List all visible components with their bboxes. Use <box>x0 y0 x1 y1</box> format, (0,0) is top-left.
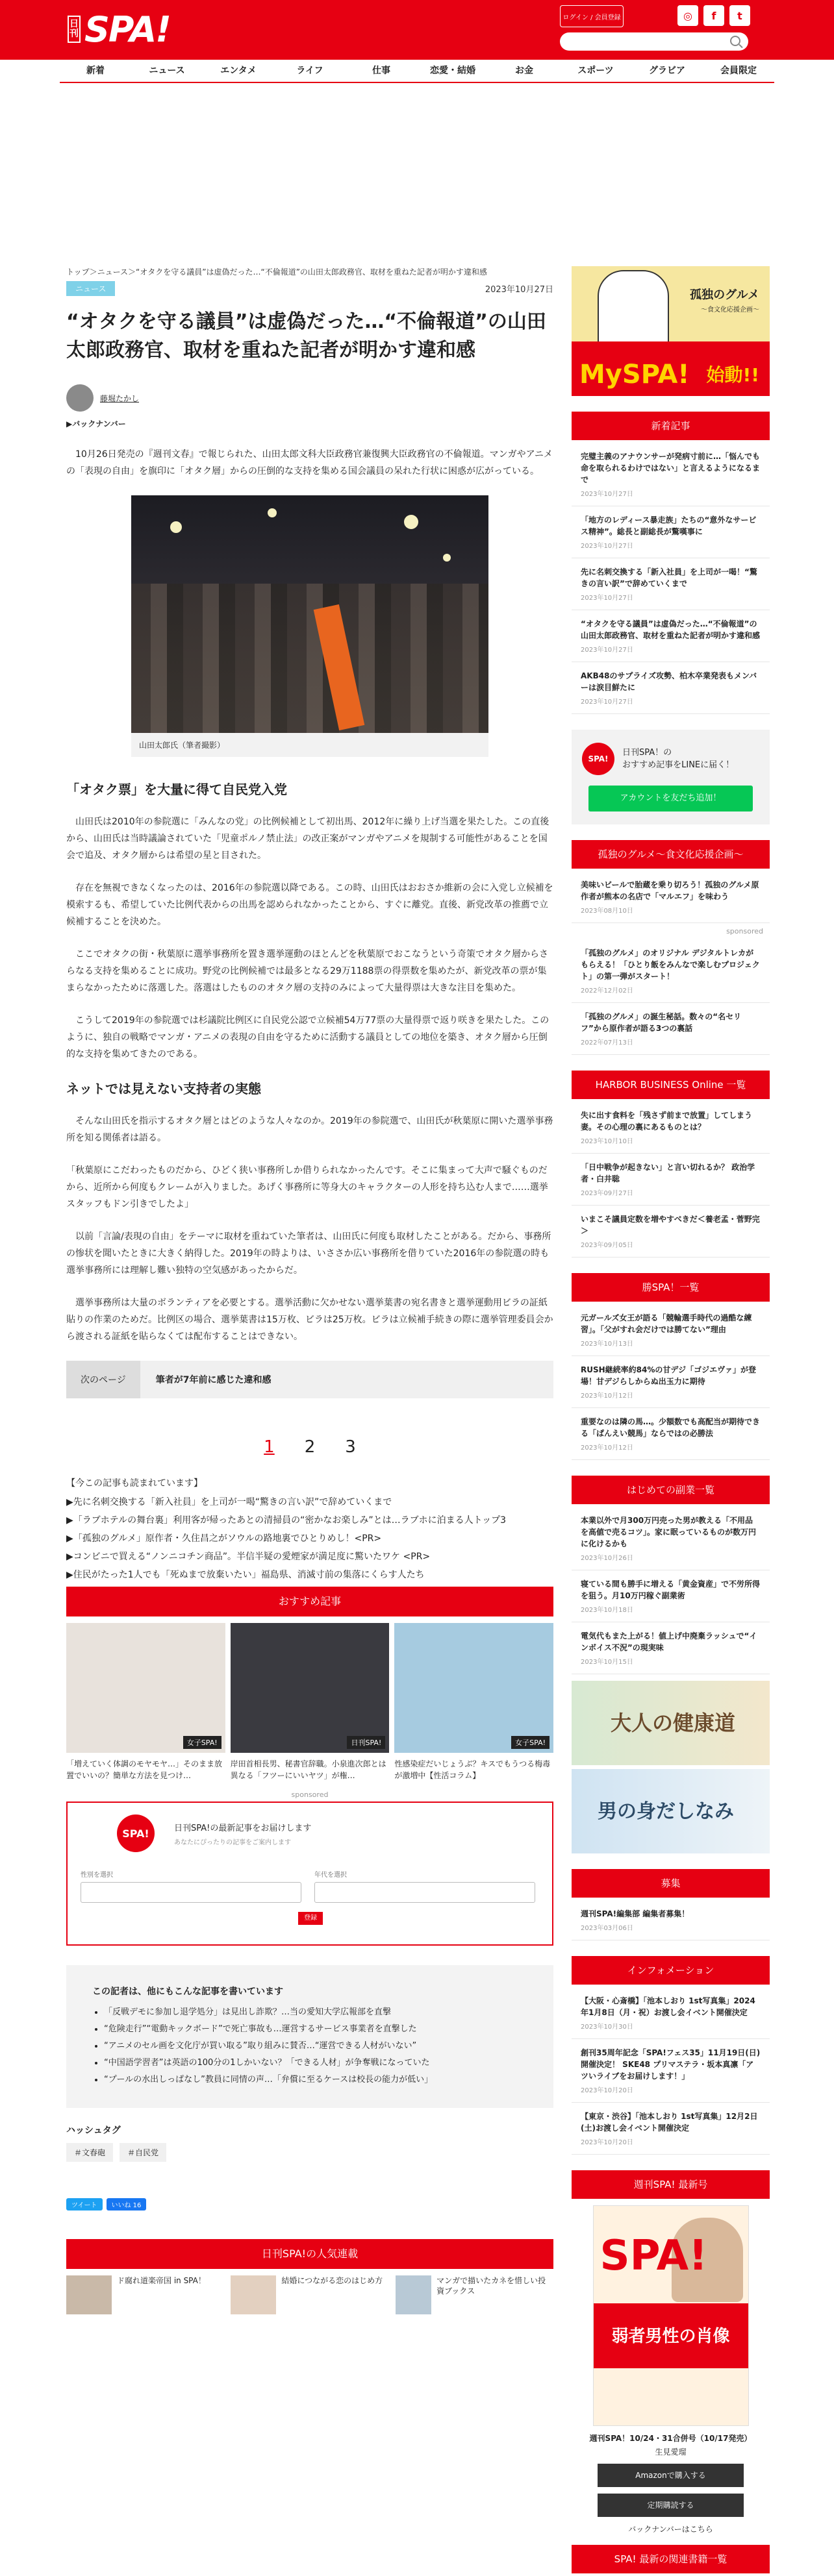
new-article-item[interactable]: 先に名刺交換する「新入社員」を上司が一喝！“驚きの言い訳”で辞めていくまで 2023年10月27日 <box>572 558 770 610</box>
amazon-buy-button[interactable]: Amazonで購入する <box>598 2464 744 2487</box>
author-avatar[interactable] <box>66 384 94 412</box>
nav-item-money[interactable]: お金 <box>515 66 533 76</box>
article-column <box>66 266 553 2314</box>
info-heading: インフォメーション <box>572 1956 770 1985</box>
page-2[interactable]: 2 <box>304 1437 316 1457</box>
nav-item-work[interactable]: 仕事 <box>372 66 390 76</box>
paragraph: 選挙事務所は大量のボランティアを必要とする。選挙活動に欠かせない選挙葉書の宛名書きと選挙運動用ビラの証紙貼りの作業のためだ。比例区の場合、選挙葉書は15万枚、ビラは25万枚。ビラは立候補手続きの際に選挙管理委員会から渡される証紙を貼らなくては配布することはできない。 <box>66 1298 553 1342</box>
new-article-item[interactable]: “オタクを守る議員”は虚偽だった…“不倫報道”の山田太郎政務官、取材を重ねた記者が明かす違和感 2023年10月27日 <box>572 610 770 662</box>
nav-item-love[interactable]: 恋愛・結婚 <box>430 66 475 76</box>
banner-title: 孤独のグルメ <box>690 288 759 302</box>
hashtag-heading: ハッシュタグ <box>66 2125 121 2136</box>
new-article-item[interactable]: AKB48のサプライズ攻勢、柏木卒業発表もメンバーは涙目鮮たに 2023年10月27日 <box>572 662 770 714</box>
gourmet-heading: 孤独のグルメ〜食文化応援企画〜 <box>572 840 770 869</box>
card-text: 性感染症だいじょうぶ？キスでもうつる梅毒が激増中【性活コラム】 <box>394 1759 551 1780</box>
recommend-heading: おすすめ記事 <box>66 1587 553 1616</box>
subscribe-button[interactable]: 定期購読する <box>598 2494 744 2517</box>
search-input[interactable] <box>560 32 748 51</box>
info-item[interactable]: 創刊35周年記念「SPA!フェス35」11月19日(日)開催決定！ SKE48 プリマステラ・坂本真凛「アツいライブをお届けします！」 2023年10月20日 <box>572 2039 770 2103</box>
harbor-item[interactable]: いまこそ議員定数を増やすべきだ＜養老孟・菅野完＞ 2023年09月05日 <box>572 1206 770 1257</box>
shohai-heading: 勝SPA！一覧 <box>572 1273 770 1302</box>
side-job-item[interactable]: 電気代もまた上がる！値上げ中廃棄ラッシュで“インボイス不況”の現実味 2023年10月15日 <box>572 1622 770 1674</box>
submit-button[interactable]: 登録 <box>298 1912 323 1925</box>
related-item[interactable]: ▶「孤独のグルメ」原作者・久住昌之がソウルの路地裏でひとりめし！<PR> <box>66 1533 382 1544</box>
line-add-friend-button[interactable]: アカウントを友だち追加！ <box>588 786 753 811</box>
next-page-link[interactable] <box>66 1361 553 1398</box>
sponsored-label: sponsored <box>291 1790 329 1799</box>
twitter-icon[interactable]: t <box>729 5 750 26</box>
article-date: 2023年10月27日 <box>485 285 553 295</box>
gourmet-item[interactable]: 美味いビールで胎蔵を乗り切ろう！孤独のグルメ原作者が熊本の名店で「マルエフ」を味わう 2023年08月10日 <box>572 871 770 923</box>
logo-small: 日刊 <box>68 16 81 43</box>
category-badge[interactable]: ニュース <box>66 281 115 296</box>
more-title: この記者は、他にもこんな記事を書いています <box>92 1987 283 1997</box>
shohai-item[interactable]: RUSH継続率約84%の甘デジ「ゴジエヴァ」が登場！甘デジらしからぬ出玉力に期待 2023年10月12日 <box>572 1356 770 1408</box>
paragraph: 山田氏は2010年の参院選に「みんなの党」の比例候補として初出馬、2012年に繰り上げ当選を果たした。この直後から、山田氏は当時議論されていた「児童ポルノ禁止法」の改正案がマンガやアニメを規制する可能性があることを国会で追及、オタク層からは希望の星と目された。 <box>66 817 550 861</box>
line-logo: SPA! <box>582 743 614 775</box>
card-text: 岸田首相長男、秘書官辞職。小泉進次郎とは異なる「フツーにいいヤツ」が権… <box>230 1759 386 1780</box>
shohai-item[interactable]: 重要なのは隣の馬…。少額数でも高配当が期待できる「ぱんえい競馬」ならではの必勝法 2023年10月12日 <box>572 1408 770 1460</box>
gourmet-item[interactable]: 「孤独のグルメ」のオリジナル デジタルトレカがもらえる！「ひとり飯をみんなで楽しむプロジェクト」の第一弾がスタート！ 2022年12月02日 <box>572 939 770 1003</box>
article-title: “オタクを守る議員”は虚偽だった…“不倫報道”の山田太郎政務官、取材を重ねた記者が明かす違和感 <box>66 310 546 362</box>
magazine-caption: 週刊SPA！10/24・31合併号（10/17発売） <box>589 2434 752 2443</box>
main-nav <box>0 60 834 83</box>
pagination <box>66 1437 553 1457</box>
nav-item-entame[interactable]: エンタメ <box>220 66 257 76</box>
magazine-cover-model: 生見愛瑠 <box>655 2447 687 2457</box>
recommend-card[interactable] <box>394 1623 553 1781</box>
nav-item-life[interactable]: ライフ <box>296 66 323 76</box>
search-icon[interactable] <box>730 36 740 46</box>
magazine-cover[interactable] <box>593 2205 749 2426</box>
gender-label: 性別を選択 <box>81 1872 113 1879</box>
paragraph: 存在を無視できなくなったのは、2016年の参院選以降である。この時、山田氏はおおさか維新の会に入党し立候補を模索するも、希望していた比例代表からの出馬を認められなかったことから、すぐに離党。直後、新党改革の推薦で立候補することを決めた。 <box>66 883 553 927</box>
cover-logo: SPA! <box>600 2232 708 2280</box>
card-tag: 女子SPA! <box>183 1736 221 1749</box>
section-heading: 「オタク票」を大量に得て自民党入党 <box>66 782 287 797</box>
instagram-icon[interactable]: ◎ <box>677 5 698 26</box>
newsletter-form <box>66 1802 553 1946</box>
photo-caption: 山田太郎氏（筆者撮影） <box>131 733 488 757</box>
next-page-label: 次のページ <box>66 1361 140 1398</box>
nav-item-sports[interactable]: スポーツ <box>577 66 614 76</box>
more-article-item[interactable]: • “中国語学習者”は英語の100分の1しかいない？「できる人材」が争奪戦になっていた <box>104 2055 527 2072</box>
article-photo <box>131 495 488 757</box>
cover-headline: 弱者男性の肖像 <box>594 2303 748 2368</box>
magazine-heading: 週刊SPA! 最新号 <box>572 2170 770 2199</box>
more-article-item[interactable]: • 「反戦デモに参加し退学処分」は見出し詐欺？…当の愛知大学広報部を直撃 <box>104 2004 527 2021</box>
harbor-heading: HARBOR BUSINESS Online 一覧 <box>572 1071 770 1099</box>
banner-start: 始動!! <box>706 364 759 386</box>
nav-item-news[interactable]: ニュース <box>149 66 185 76</box>
popular-item-title: 結婚につながる恋のはじめ方 <box>281 2276 383 2285</box>
header <box>0 0 834 60</box>
popular-item[interactable] <box>66 2275 224 2314</box>
paragraph: ここでオタクの街・秋葉原に選挙事務所を置き選挙運動のほとんどを秋葉原でおこなうという奇策でオタク層からさらなる支持を集めることに成功。野党の比例候補では最多となる29万1188票の得票数を集めたが、新党改革の票が集まらなかったために落選した。落選はしたもののオタク層の支持のみによって大量得票は大きな注目を集めた。 <box>66 949 548 993</box>
paragraph: こうして2019年の参院選では杉議院比例区に自民党公認で立候補54万77票の大量得票で返り咲きを果たした。このように、独自の戦略でマンガ・アニメの表現の自由を守るために活動する議員としての地位を築き、オタク層から圧倒的な支持を集めてきたのである。 <box>66 1015 550 1059</box>
gourmet-banner[interactable] <box>572 266 770 396</box>
shohai-item[interactable]: 元ガールズ女王が語る「競輪選手時代の過酷な練習」。「父がすれ会だけでは勝てない”理由 2023年10月13日 <box>572 1304 770 1356</box>
popular-item[interactable] <box>231 2275 388 2314</box>
logo-big: SPA! <box>84 8 170 50</box>
related-item[interactable]: ▶住民がたった1人でも「死ぬまで放棄いたい」福島県、消滅寸前の集落にくらす人たち <box>66 1570 425 1580</box>
hashtag-chip[interactable]: ＃文春砲 <box>66 2143 113 2162</box>
popular-item[interactable] <box>396 2275 553 2314</box>
side-job-heading: はじめての副業一覧 <box>572 1476 770 1504</box>
paragraph: 10月26日発売の『週刊文春』で報じられた、山田太郎文科大臣政務官兼復興大臣政務官の不倫報道。マンガやアニメの「表現の自由」を旗印に「オタク層」からの圧倒的な支持を集める国会議員の呆れた行状に困惑が広がっている。 <box>66 449 553 477</box>
recruit-item[interactable]: 週刊SPA!編集部 編集者募集！ 2023年03月06日 <box>572 1900 770 1940</box>
form-subtitle: あなたにぴったりの記事をご案内します <box>174 1839 291 1846</box>
facebook-icon[interactable]: f <box>703 5 724 26</box>
banner-myspa: MySPA! <box>579 360 690 390</box>
new-article-item[interactable]: 「地方のレディース暴走族」たちの“意外なサービス精神”。総長と副総長が驚嘆事に 2023年10月27日 <box>572 506 770 558</box>
related-item[interactable]: ▶コンビニで買える“ノンニコチン商品”。半信半疑の愛煙家が満足度に驚いたワケ <PR> <box>66 1552 431 1562</box>
popular-item-title: マンガで描いたカネを惜しい投資ブックス <box>436 2276 546 2296</box>
more-article-item[interactable]: • “危険走行”“電動キックボード”で死亡事故も…運営するサービス事業者を直撃した <box>104 2021 527 2038</box>
new-article-item[interactable]: 完璧主義のアナウンサーが発病寸前に…「悩んでも命を取られるわけではない」と言えるようになるまで 2023年10月27日 <box>572 443 770 506</box>
hashtag-chip[interactable]: ＃自民党 <box>120 2143 166 2162</box>
age-label: 年代を選択 <box>314 1872 347 1879</box>
quote: 「秋葉原にこだわったものだから、ひどく狭い事務所しか借りられなかったんです。そこに集まって大声で騒ぐものだから、近所から何度もクレームが入りました。あげく事務所に等身大のキャラクターの人形を持ち込む人まで……選挙スタッフもドン引きでしたよ」 <box>66 1165 548 1209</box>
card-text: 「増えていく体調のモヤモヤ…」そのまま放置でいいの？簡単な方法を見つけ… <box>66 1759 223 1780</box>
recommend-card[interactable] <box>66 1623 225 1781</box>
age-select[interactable] <box>314 1882 535 1903</box>
popular-heading: 日刊SPA!の人気連載 <box>66 2239 553 2269</box>
health-banner[interactable] <box>572 1681 770 1765</box>
breadcrumb[interactable]: トップ＞ニュース＞“オタクを守る議員”は虚偽だった…“不倫報道”の山田太郎政務官、取材を重ねた記者が明かす違和感 <box>66 267 487 277</box>
recommend-card[interactable] <box>231 1623 390 1781</box>
harbor-item[interactable]: 失に出す食料を「残さず前まで放置」してしまう妻。その心理の裏にあるものとは？ 2023年10月10日 <box>572 1102 770 1154</box>
popular-item-title: ド腐れ道楽帝国 in SPA！ <box>117 2276 206 2285</box>
page-1[interactable]: 1 <box>264 1437 275 1457</box>
info-item[interactable]: 【東京・渋谷】「池本しおり 1st写真集」12月2日(土)お渡し会イベント開催決定 2023年10月20日 <box>572 2103 770 2155</box>
tweet-button[interactable]: ツイート <box>66 2198 103 2211</box>
login-button[interactable]: ログイン / 会員登録 <box>560 5 624 27</box>
info-item[interactable]: 【大阪・心斎橋】「池本しおり 1st写真集」2024年1月8日（月・祝）お渡し会イベント開催決定 2023年10月30日 <box>572 1987 770 2039</box>
grooming-banner[interactable] <box>572 1769 770 1853</box>
nav-item-members[interactable]: 会員限定 <box>720 66 757 76</box>
section-heading: ネットでは見えない支持者の実態 <box>66 1081 261 1096</box>
share-buttons <box>66 2198 553 2211</box>
harbor-item[interactable]: 「日中戦争が起きない」と言い切れるか？ 政治学者・白井聡 2023年09月27日 <box>572 1154 770 1206</box>
form-logo: SPA! <box>117 1814 155 1852</box>
new-articles-heading: 新着記事 <box>572 412 770 440</box>
backnumber-link[interactable]: ▶バックナンバー <box>66 419 126 428</box>
related-item[interactable]: ▶「ラブホテルの舞台裏」利用客が帰ったあとの清掃員の“密かなお楽しみ”とは…ラブホに泊まる人トップ3 <box>66 1515 507 1526</box>
paragraph: そんな山田氏を指示するオタク層とはどのような人々なのか。2019年の参院選で、山田氏が秋葉原に開いた選挙事務所を知る関係者は語る。 <box>66 1116 553 1143</box>
related-item[interactable]: ▶先に名刺交換する「新入社員」を上司が一喝“驚きの言い訳”で辞めていくまで <box>66 1497 392 1507</box>
more-article-item[interactable]: • “プールの水出しっぱなし”教員に同情の声…「弁償に至るケースは校長の能力が低い」 <box>104 2072 527 2088</box>
related-title: 【今この記事も読まれています】 <box>66 1478 203 1489</box>
gourmet-item[interactable]: 「孤独のグルメ」の誕生秘話。数々の“名セリフ”から原作者が語る3つの裏話 2022年07月13日 <box>572 1003 770 1055</box>
line-promo <box>572 730 770 824</box>
sponsored-label: sponsored <box>726 927 763 935</box>
nav-item-new[interactable]: 新着 <box>86 66 105 76</box>
author-name[interactable]: 藤堀たかし <box>100 393 140 403</box>
backnumber-list-link[interactable]: バックナンバーはこちら <box>628 2525 713 2534</box>
sidebar <box>572 266 770 2576</box>
site-logo[interactable] <box>68 6 170 52</box>
next-page-text: 筆者が7年前に感じた違和感 <box>155 1375 272 1385</box>
card-tag: 日刊SPA! <box>347 1736 385 1749</box>
author-more-articles <box>66 1965 553 2108</box>
side-job-item[interactable]: 本業以外で月300万円売った男が教える「不用品を高値で売るコツ」。家に眠っているものが数万円に化けるかも 2023年10月26日 <box>572 1507 770 1570</box>
related-list <box>66 1493 553 1584</box>
like-button[interactable]: いいね 16 <box>107 2198 147 2211</box>
form-title: 日刊SPA!の最新記事をお届けします <box>174 1824 312 1833</box>
banner-subtitle: 〜食文化応援企画〜 <box>701 306 759 314</box>
paragraph: 以前「言論/表現の自由」をテーマに取材を重ねていた筆者は、山田氏に何度も取材したことがある。だから、事務所の惨状を聞いたときに大きく納得した。2019年の時よりは、いささか広い事務所を借りていた2016年の参院選の時も選挙事務所には理解し難い独特の空気感があったからだ。 <box>66 1232 551 1276</box>
grooming-banner-title: 男の身だしなみ <box>598 1800 734 1823</box>
side-job-item[interactable]: 寝ている間も勝手に増える「黄金資産」で不労所得を狙う。月10万円稼ぐ副業術 2023年10月18日 <box>572 1570 770 1622</box>
card-tag: 女子SPA! <box>511 1736 550 1749</box>
recruit-heading: 募集 <box>572 1869 770 1898</box>
health-banner-title: 大人の健康道 <box>611 1711 736 1735</box>
latest-books-heading: SPA! 最新の関連書籍一覧 <box>572 2545 770 2573</box>
page-3[interactable]: 3 <box>345 1437 356 1457</box>
nav-item-gravure[interactable]: グラビア <box>649 66 685 76</box>
gender-select[interactable] <box>81 1882 301 1903</box>
more-article-item[interactable]: • “アニメのセル画を文化庁が買い取る”取り組みに賛否…“運営できる人材がいない” <box>104 2038 527 2055</box>
recommend-cards <box>66 1623 553 1781</box>
popular-list <box>66 2275 553 2314</box>
line-text: 日刊SPA！の おすすめ記事をLINEに届く！ <box>622 748 735 770</box>
